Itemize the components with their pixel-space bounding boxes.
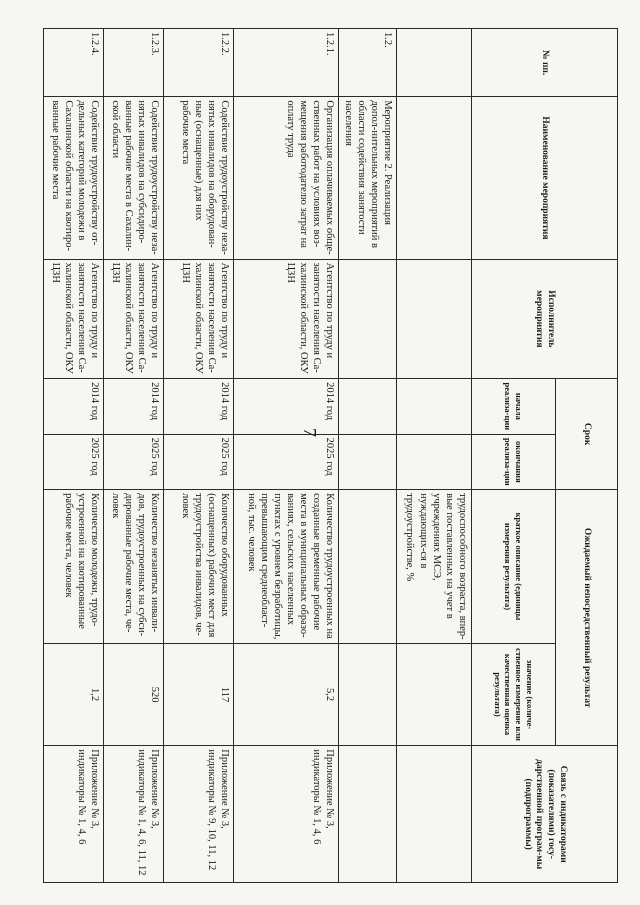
table-row — [234, 29, 339, 883]
cell-desc — [339, 490, 397, 644]
table-row — [397, 29, 472, 883]
cell-value — [397, 643, 472, 745]
header-result-desc: краткое описание (единицы измерения результата) — [472, 490, 556, 644]
cell-name: Содействие трудоустройству неза-нятых инвалидов на оборудован-ные (оснащенные) для них рабочие места — [164, 97, 234, 259]
cell-desc: Количество молодежи, трудо-устроенной на квотированные рабочие места, человек — [44, 490, 104, 644]
cell-executor: Агентство по труду и занятости населения Са-халинской области, ОКУ ЦЗН — [164, 259, 234, 379]
cell-num: 1.2.4. — [44, 29, 104, 97]
header-term-end: окончания реализа-ции — [472, 434, 556, 490]
cell-value: 117 — [164, 643, 234, 745]
cell-executor — [397, 259, 472, 379]
cell-value — [339, 643, 397, 745]
cell-name: Содействие трудоустройству неза-нятых инвалидов на субсидиро-ванные рабочие места в Сахалин-ской области — [104, 97, 164, 259]
cell-start: 2014 год — [44, 379, 104, 435]
cell-num: 1.2.1. — [234, 29, 339, 97]
table-row — [104, 29, 164, 883]
cell-link: Приложение № 3, индикаторы № 1, 4, 6, 11, 12 — [104, 746, 164, 883]
cell-end — [339, 434, 397, 490]
cell-num: 1.2.2. — [164, 29, 234, 97]
cell-desc: Количество трудоустроенных на созданные временные рабочие места в муниципальных образо-ваниях, сельских населенных пунктах с уровнем безработицы, превышающим среднеобласт-ной, тыс. человек — [234, 490, 339, 644]
cell-link: Приложение № 3, индикаторы № 9, 10, 11, 12 — [164, 746, 234, 883]
cell-end: 2025 год — [234, 434, 339, 490]
header-term-start: начала реализа-ции — [472, 379, 556, 435]
rotated-table-container — [50, 28, 618, 883]
header-term: Срок — [556, 379, 618, 490]
cell-num — [397, 29, 472, 97]
cell-name: Содействие трудоустройству от-дельных категорий молодежи в Сахалинской области на квотиро-ванные рабочие места — [44, 97, 104, 259]
cell-executor: Агентство по труду и занятости населения Са-халинской области, ОКУ ЦЗН — [104, 259, 164, 379]
table-row — [339, 29, 397, 883]
cell-name: Организация оплачиваемых обще-ственных работ на условиях воз-мещения работодателю затрат на оплату труда — [234, 97, 339, 259]
cell-value: 1,2 — [44, 643, 104, 745]
cell-name — [397, 97, 472, 259]
cell-link — [339, 746, 397, 883]
header-link: Связь с индикаторами (показателями) госу-дарственной програм-мы (подпрограммы) — [472, 746, 618, 883]
cell-value: 5,2 — [234, 643, 339, 745]
cell-end: 2025 год — [44, 434, 104, 490]
cell-end — [397, 434, 472, 490]
table-row — [44, 29, 104, 883]
cell-start: 2014 год — [234, 379, 339, 435]
cell-start: 2014 год — [164, 379, 234, 435]
header-executor: Исполнитель мероприятия — [472, 259, 618, 379]
header-result: Ожидаемый непосредственный результат — [556, 490, 618, 746]
cell-name: Мероприятие 2. Реализация допол-нительных мероприятий в области содействия занятости населения — [339, 97, 397, 259]
cell-num: 1.2. — [339, 29, 397, 97]
cell-start — [339, 379, 397, 435]
measures-table — [44, 28, 619, 883]
header-row — [556, 29, 618, 883]
cell-desc: Количество оборудованных (оснащенных) рабочих мест для трудоустройства инвалидов, че-ловек — [164, 490, 234, 644]
cell-link — [397, 746, 472, 883]
cell-desc: Количество незанятых инвали-дов, трудоустроенных на субси-дированные рабочие места, че-ловек — [104, 490, 164, 644]
cell-link: Приложение № 3, индикаторы № 1, 4, 6 — [44, 746, 104, 883]
cell-num: 1.2.3. — [104, 29, 164, 97]
cell-end: 2025 год — [164, 434, 234, 490]
cell-executor: Агентство по труду и занятости населения Са-халинской области, ОКУ ЦЗН — [234, 259, 339, 379]
header-num: № пп. — [472, 29, 618, 97]
header-result-value: значение (количе-ственное измерение или качественная оценка результата) — [472, 643, 556, 745]
table-row — [164, 29, 234, 883]
cell-end: 2025 год — [104, 434, 164, 490]
cell-link: Приложение № 3, индикаторы № 1, 4, 6 — [234, 746, 339, 883]
cell-start — [397, 379, 472, 435]
cell-start: 2014 год — [104, 379, 164, 435]
cell-desc: трудоспособного возраста, впер-вые поставленных на учет в учреждениях МСЭ, нуждающих-ся в трудоустройстве, % — [397, 490, 472, 644]
cell-executor — [339, 259, 397, 379]
cell-executor: Агентство по труду и занятости населения Са-халинской области, ОКУ ЦЗН — [44, 259, 104, 379]
page-number: 7 — [300, 428, 320, 437]
header-name: Наименование мероприятия — [472, 97, 618, 259]
cell-value: 520 — [104, 643, 164, 745]
